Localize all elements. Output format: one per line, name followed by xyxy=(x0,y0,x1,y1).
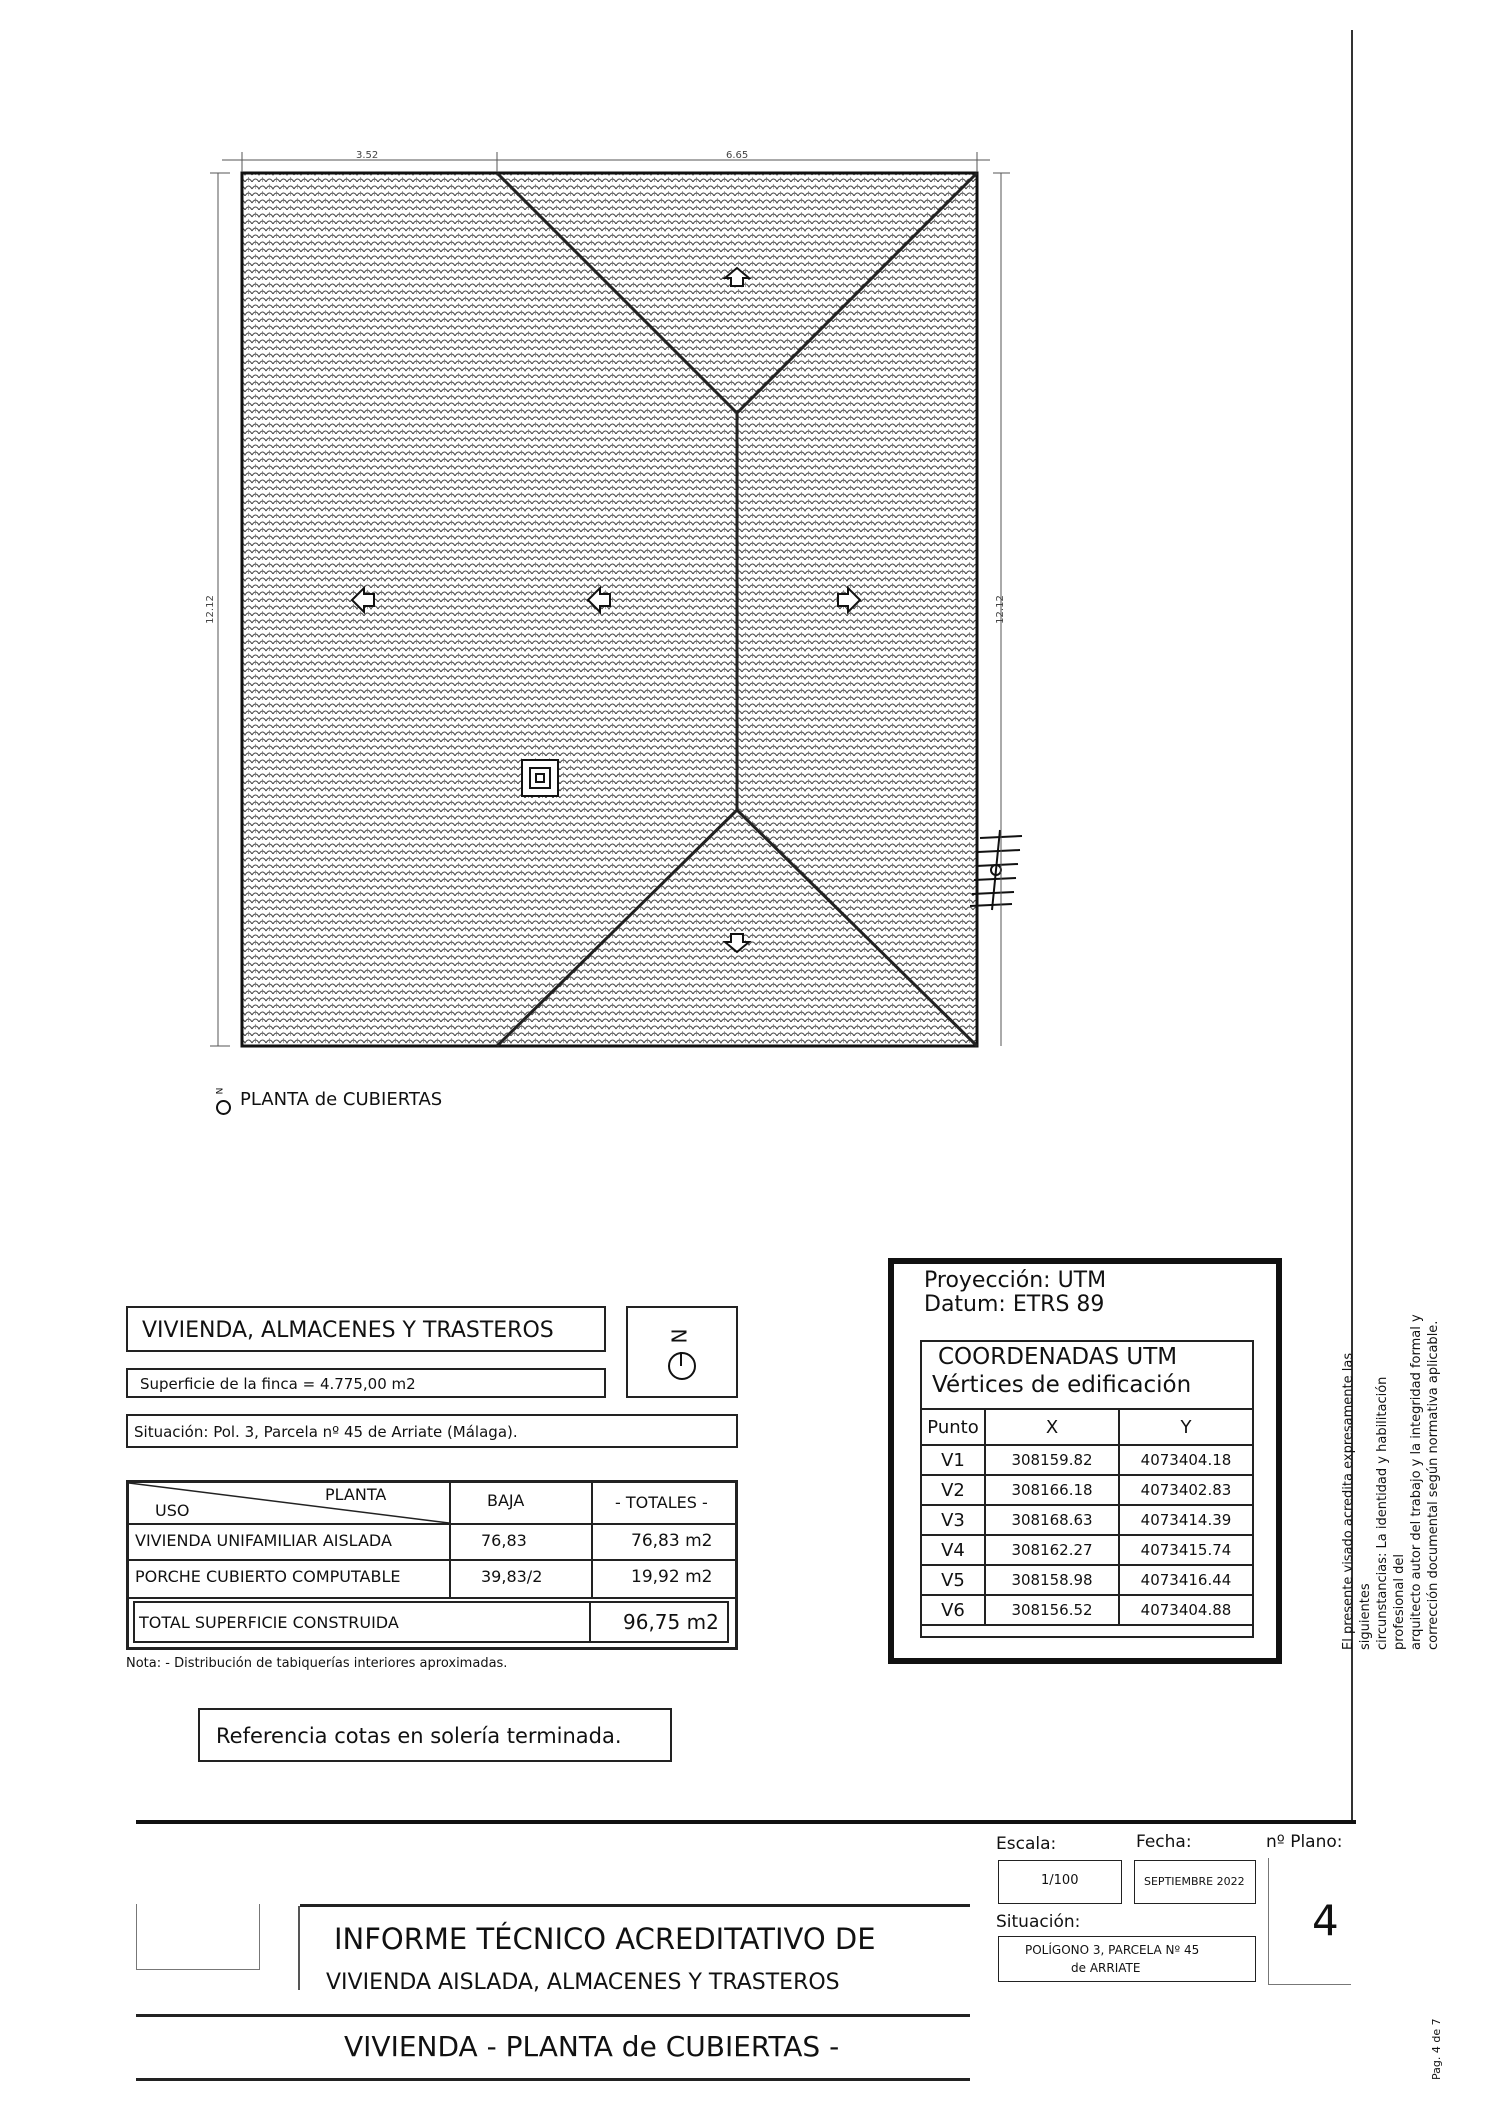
x-cell: 308158.98 xyxy=(985,1565,1119,1595)
row-uso: VIVIENDA UNIFAMILIAR AISLADA xyxy=(135,1531,392,1550)
y-cell: 4073402.83 xyxy=(1119,1475,1253,1505)
x-cell: 308159.82 xyxy=(985,1445,1119,1475)
table-row xyxy=(129,1559,735,1599)
north-symbol-small xyxy=(214,1086,230,1116)
y-cell: 4073415.74 xyxy=(1119,1535,1253,1565)
coords-grid xyxy=(920,1408,1254,1626)
punto-cell: V2 xyxy=(921,1475,985,1505)
table-row xyxy=(921,1475,1253,1505)
head-planta: PLANTA xyxy=(325,1485,387,1504)
x-cell: 308162.27 xyxy=(985,1535,1119,1565)
coords-title1: COORDENADAS UTM xyxy=(938,1344,1178,1370)
coords-head-punto: Punto xyxy=(921,1409,985,1445)
visado-line: circunstancias: La identidad y habilitación profesional del xyxy=(1375,1376,1407,1650)
title-divider xyxy=(298,1906,300,1990)
dim-top-right: 6.65 xyxy=(726,150,749,161)
title-line xyxy=(300,1904,970,1907)
row-total: 19,92 m2 xyxy=(631,1567,713,1587)
superficie-text: Superficie de la finca = 4.775,00 m2 xyxy=(140,1375,416,1393)
head-uso: USO xyxy=(155,1501,190,1520)
coords-head-y: Y xyxy=(1119,1409,1253,1445)
x-cell: 308168.63 xyxy=(985,1505,1119,1535)
x-cell: 308156.52 xyxy=(985,1595,1119,1625)
punto-cell: V5 xyxy=(921,1565,985,1595)
row-uso: PORCHE CUBIERTO COMPUTABLE xyxy=(135,1567,401,1586)
head-totales: - TOTALES - xyxy=(615,1493,708,1512)
sheet-title: VIVIENDA - PLANTA de CUBIERTAS - xyxy=(344,2030,840,2063)
punto-cell: V3 xyxy=(921,1505,985,1535)
y-cell: 4073416.44 xyxy=(1119,1565,1253,1595)
coords-title2: Vértices de edificación xyxy=(932,1372,1192,1398)
escala-box xyxy=(998,1860,1122,1904)
visado-line: El presente visado acredita expresamente las siguientes xyxy=(1341,1352,1373,1650)
table-header-row xyxy=(129,1483,735,1525)
table-row xyxy=(921,1565,1253,1595)
north-circle-icon xyxy=(216,1100,231,1115)
surface-table xyxy=(126,1480,738,1650)
y-cell: 4073404.88 xyxy=(1119,1595,1253,1625)
proyeccion-text: Proyección: UTM xyxy=(924,1268,1107,1293)
visado-line: arquitecto autor del trabajo y la integridad formal y xyxy=(1409,1314,1424,1650)
drawing-caption: PLANTA de CUBIERTAS xyxy=(240,1089,443,1110)
referencia-text: Referencia cotas en solería terminada. xyxy=(216,1724,622,1748)
title-line xyxy=(136,2014,970,2017)
y-cell: 4073414.39 xyxy=(1119,1505,1253,1535)
situacion-value-box xyxy=(998,1936,1256,1982)
situacion-label: Situación: xyxy=(996,1912,1081,1932)
summary-north-box xyxy=(626,1306,738,1398)
situacion-text: Situación: Pol. 3, Parcela nº 45 de Arriate (Málaga). xyxy=(134,1423,518,1441)
dim-top-left: 3.52 xyxy=(356,150,379,161)
roof-outline xyxy=(242,173,977,1046)
dim-right: 12.12 xyxy=(994,595,1006,624)
logo-placeholder xyxy=(136,1904,260,1970)
summary-title-box xyxy=(126,1306,606,1352)
coords-head-x: X xyxy=(985,1409,1119,1445)
situacion-line2: de ARRIATE xyxy=(1071,1961,1141,1975)
fecha-label: Fecha: xyxy=(1136,1832,1192,1852)
table-row xyxy=(921,1505,1253,1535)
punto-cell: V6 xyxy=(921,1595,985,1625)
head-baja: BAJA xyxy=(487,1491,525,1510)
punto-cell: V4 xyxy=(921,1535,985,1565)
situacion-line1: POLÍGONO 3, PARCELA Nº 45 xyxy=(1025,1943,1200,1957)
x-cell: 308166.18 xyxy=(985,1475,1119,1505)
escala-label: Escala: xyxy=(996,1834,1057,1854)
title-block-top-line xyxy=(136,1820,1356,1824)
plano-label: nº Plano: xyxy=(1266,1832,1343,1852)
table-total-row xyxy=(133,1601,729,1643)
north-letter-small: N xyxy=(215,1087,226,1095)
title-line xyxy=(136,2078,970,2081)
summary-title: VIVIENDA, ALMACENES Y TRASTEROS xyxy=(142,1318,554,1343)
row-baja: 39,83/2 xyxy=(481,1567,543,1586)
table-row xyxy=(921,1595,1253,1625)
coords-table xyxy=(920,1340,1254,1638)
referencia-box xyxy=(198,1708,672,1762)
north-circle-icon xyxy=(668,1352,696,1380)
dim-left: 12.12 xyxy=(204,595,216,624)
visado-note xyxy=(1340,1310,1441,1650)
north-arrow-icon xyxy=(680,1352,682,1366)
table-row xyxy=(921,1535,1253,1565)
chimney-icon xyxy=(522,760,558,796)
table-row xyxy=(921,1445,1253,1475)
row-total: 76,83 m2 xyxy=(631,1531,713,1551)
table-row xyxy=(129,1523,735,1561)
total-value: 96,75 m2 xyxy=(623,1610,719,1634)
summary-north-letter: N xyxy=(667,1328,692,1344)
escala-value: 1/100 xyxy=(1041,1873,1079,1888)
superficie-box xyxy=(126,1368,606,1398)
nota-text: Nota: - Distribución de tabiquerías interiores aproximadas. xyxy=(126,1656,508,1671)
total-label: TOTAL SUPERFICIE CONSTRUIDA xyxy=(139,1613,399,1632)
page-number: Pag. 4 de 7 xyxy=(1430,2018,1443,2080)
plano-value: 4 xyxy=(1312,1896,1339,1945)
situacion-box xyxy=(126,1414,738,1448)
roof-plan-drawing xyxy=(190,150,1040,1090)
row-baja: 76,83 xyxy=(481,1531,527,1550)
title-line2: VIVIENDA AISLADA, ALMACENES Y TRASTEROS xyxy=(326,1970,840,1995)
datum-text: Datum: ETRS 89 xyxy=(924,1292,1105,1317)
fecha-box xyxy=(1134,1860,1256,1904)
y-cell: 4073404.18 xyxy=(1119,1445,1253,1475)
coords-box xyxy=(888,1258,1282,1664)
punto-cell: V1 xyxy=(921,1445,985,1475)
title-line1: INFORME TÉCNICO ACREDITATIVO DE xyxy=(334,1922,876,1956)
fecha-value: SEPTIEMBRE 2022 xyxy=(1144,1875,1245,1888)
visado-line: corrección documental según normativa aplicable. xyxy=(1426,1320,1441,1650)
